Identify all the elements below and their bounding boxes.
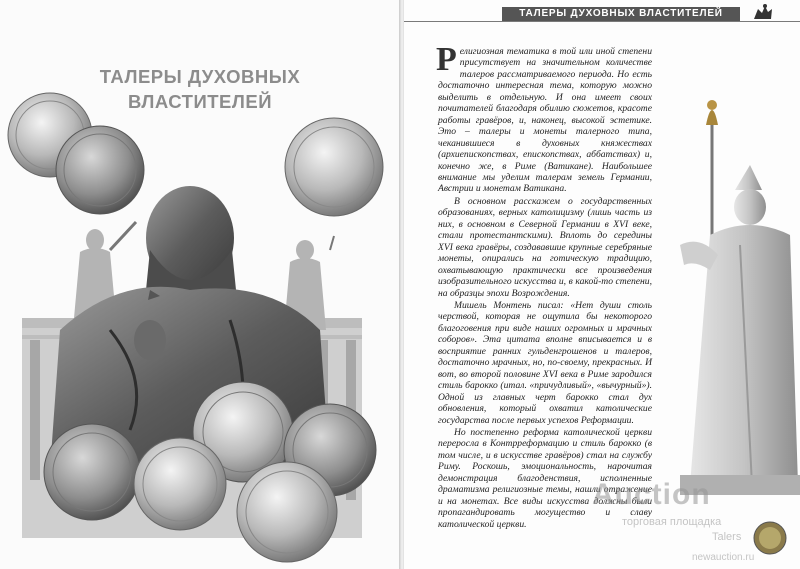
heraldic-emblem-icon — [752, 3, 774, 21]
paragraph-1: Религиозная тематика в той или иной степени присутствует на значительном количестве талеров рассматриваемого периода. Но есть достаточно интересная тема, которую можно выделить в отдельную. И она имеет своих почитателей благодаря обилию сюжетов, красоте работы гравёров, и, наконец, высокой эстетике. Это – талеры и монеты талерного типа, чеканившиеся в духовных княжествах (архиепископствах, епископствах, аббатствах) и, конечно же, в Риме (Ватикане). Наибольшее внимание мы уделим талерам земель Германии, Австрии и монетам Ватикана. — [436, 41, 652, 195]
watermark-coin-icon — [752, 520, 788, 556]
drop-cap: Р — [436, 41, 457, 78]
bishop-statue-illustration — [640, 95, 800, 495]
header-rule — [404, 21, 800, 22]
watermark-line-2: Talers — [712, 531, 742, 543]
paragraph-4: Но постепенно реформа католической церкви переросла в Контрреформацию и стиль барокко (в том числе, и в искусстве гравёров) стал на службу Риму. Роскошь, эмоциональность, нарочитая демонстрация благоденствия, исполненные драматизма религиозные темы, нашли отражение и на монетах. Все виды искусства должны были пропагандировать могущество и славу католической церкви. — [438, 426, 652, 530]
paragraph-3: Мишель Монтень писал: «Нет души столь черствой, которая не ощутила бы некоторого благоговения при виде наших огромных и мрачных соборов». Эта цитата вполне вписывается и в восприятие ранних гульденгрошенов и талеров, достаточно мрачных, но, по-своему, прекрасных. И вот, во второй половине XVI века в Риме зародился стиль барокко (итал. «причудливый», «вычурный»). Одной из главных черт барокко стал дух обновления, который охватил католические государства после первых успехов Реформации. — [438, 299, 652, 426]
title-line-2: ВЛАСТИТЕЛЕЙ — [127, 91, 273, 112]
watermark-line-3: newauction.ru — [692, 552, 755, 563]
title-line-1: ТАЛЕРЫ ДУХОВНЫХ — [99, 66, 301, 87]
article-text — [436, 41, 652, 531]
running-header: ТАЛЕРЫ ДУХОВНЫХ ВЛАСТИТЕЛЕЙ — [502, 7, 740, 21]
watermark-line-1: торговая площадка — [622, 516, 722, 528]
watermark-brand: Auction — [592, 478, 711, 511]
right-page — [404, 0, 800, 569]
paragraph-2: В основном расскажем о государственных образованиях, верных католицизму (лишь часть из них, в основном в Северной Германии в XVI веке, стали протестантскими). Вплоть до середины XVI века гравёры, создававшие крупные серебряные монеты, опирались на готическую традицию, охватывающую практически все произведения изобразительного искусства и, в какой-то степени, на образцы эпохи Возрождения. — [438, 195, 652, 299]
